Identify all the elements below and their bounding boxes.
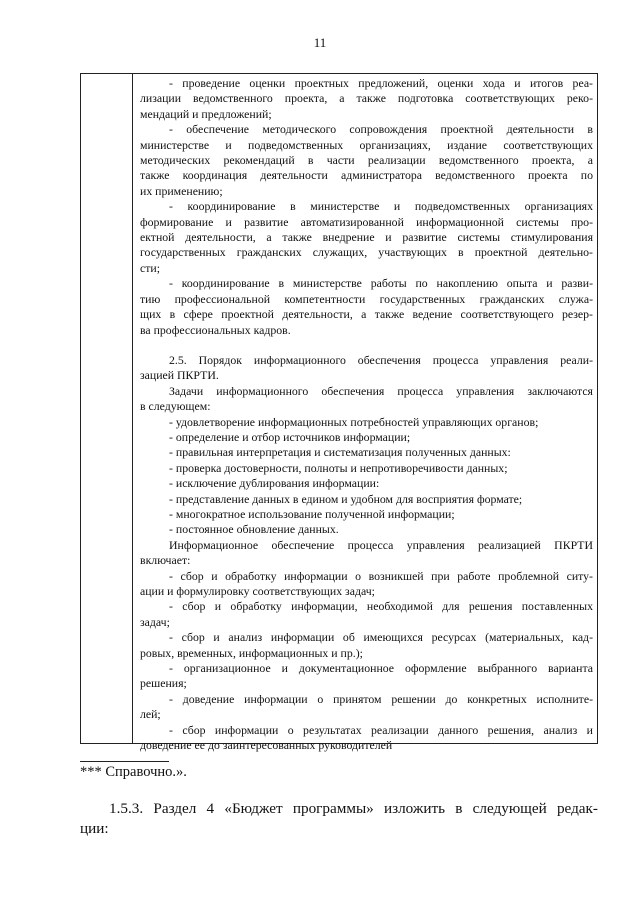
text-line: включает: — [140, 553, 191, 568]
footnote: *** Справочно.». — [80, 764, 187, 780]
text-line: формирование и развитие автоматизированной информационной системы про- — [140, 214, 593, 229]
page-number: 11 — [313, 35, 327, 50]
text-line: Информационное обеспечение процесса управления реализацией ПКРТИ — [169, 537, 593, 552]
text-line: - проведение оценки проектных предложений, оценки хода и итогов реа- — [169, 76, 593, 90]
text-line: доведение ее до заинтересованных руководителей — [140, 738, 393, 753]
text-line: тию профессиональной компетентности государственных гражданских служа- — [140, 291, 593, 306]
text-line: - многократное использование полученной информации; — [169, 506, 455, 521]
text-line: - координирование в министерстве работы по накоплению опыта и разви- — [169, 276, 593, 291]
table-cell-text — [140, 76, 593, 753]
text-line: мендаций и предложений; — [140, 106, 272, 121]
text-line: - исключение дублирования информации: — [169, 476, 380, 491]
text-line: - организационное и документационное оформление выбранного варианта — [169, 661, 593, 676]
text-line: сти; — [140, 260, 160, 275]
text-line: - доведение информации о принятом решении до конкретных исполните- — [169, 691, 593, 706]
text-line: решения; — [140, 676, 187, 691]
text-line: щих в сфере проектной деятельности, а также ведение соответствующего резер- — [140, 307, 593, 322]
text-line: - координирование в министерстве и подведомственных организациях — [169, 199, 593, 214]
text-line: ации и формулировку соответствующих задач; — [140, 584, 375, 598]
text-line: - сбор и обработку информации о возникшей при работе проблемной ситу- — [169, 568, 593, 583]
text-line: - правильная интерпретация и систематизация полученных данных: — [169, 445, 511, 460]
text-line: государственных гражданских служащих, участвующих в проектной деятельно- — [140, 245, 593, 260]
text-line: - проверка достоверности, полноты и непротиворечивости данных; — [169, 460, 508, 475]
text-line: - определение и отбор источников информации; — [169, 429, 411, 444]
text-line: - удовлетворение информационных потребностей управляющих органов; — [169, 414, 539, 429]
text-line: Задачи информационного обеспечения процесса управления заключаются — [169, 383, 593, 398]
text-line: также координация деятельности администратора ведомственного проекта по — [140, 168, 593, 183]
text-line: зацией ПКРТИ. — [140, 368, 219, 383]
text-line: лей; — [140, 707, 161, 722]
text-line: ектной деятельности, а также внедрение и развитие системы стимулирования — [140, 230, 593, 245]
text-line: - обеспечение методического сопровождения проектной деятельности в — [169, 122, 593, 137]
text-line: - представление данных в едином и удобном для восприятия формате; — [169, 491, 523, 506]
text-line: - сбор информации о результатах реализации данного решения, анализ и — [169, 722, 593, 737]
content-table — [80, 73, 598, 753]
text-line: задач; — [140, 614, 170, 629]
footnote-separator — [80, 761, 169, 762]
table-left-column — [81, 74, 133, 743]
text-line: ции: — [80, 819, 109, 837]
text-line: в следующем: — [140, 399, 211, 414]
text-line: министерстве и подведомственных организациях, издание соответствующих — [140, 137, 593, 152]
text-line: лизации ведомственного проекта, а также подготовка соответствующих реко- — [140, 91, 593, 106]
text-line: - сбор и обработку информации, необходимой для решения поставленных — [169, 599, 593, 614]
amendment-paragraph — [80, 799, 598, 838]
text-line: их применению; — [140, 183, 223, 198]
text-line: ва профессиональных кадров. — [140, 322, 291, 337]
paragraph-gap — [140, 338, 593, 353]
text-line: 1.5.3. Раздел 4 «Бюджет программы» изложить в следующей редак- — [109, 800, 598, 817]
text-line: ровых, временных, информационных и пр.); — [140, 645, 363, 660]
text-line: методических рекомендаций в части реализации ведомственного проекта, а — [140, 153, 593, 168]
text-line: 2.5. Порядок информационного обеспечения процесса управления реали- — [169, 352, 593, 367]
text-line: - сбор и анализ информации об имеющихся ресурсах (материальных, кад- — [169, 630, 593, 645]
text-line: - постоянное обновление данных. — [169, 522, 339, 537]
